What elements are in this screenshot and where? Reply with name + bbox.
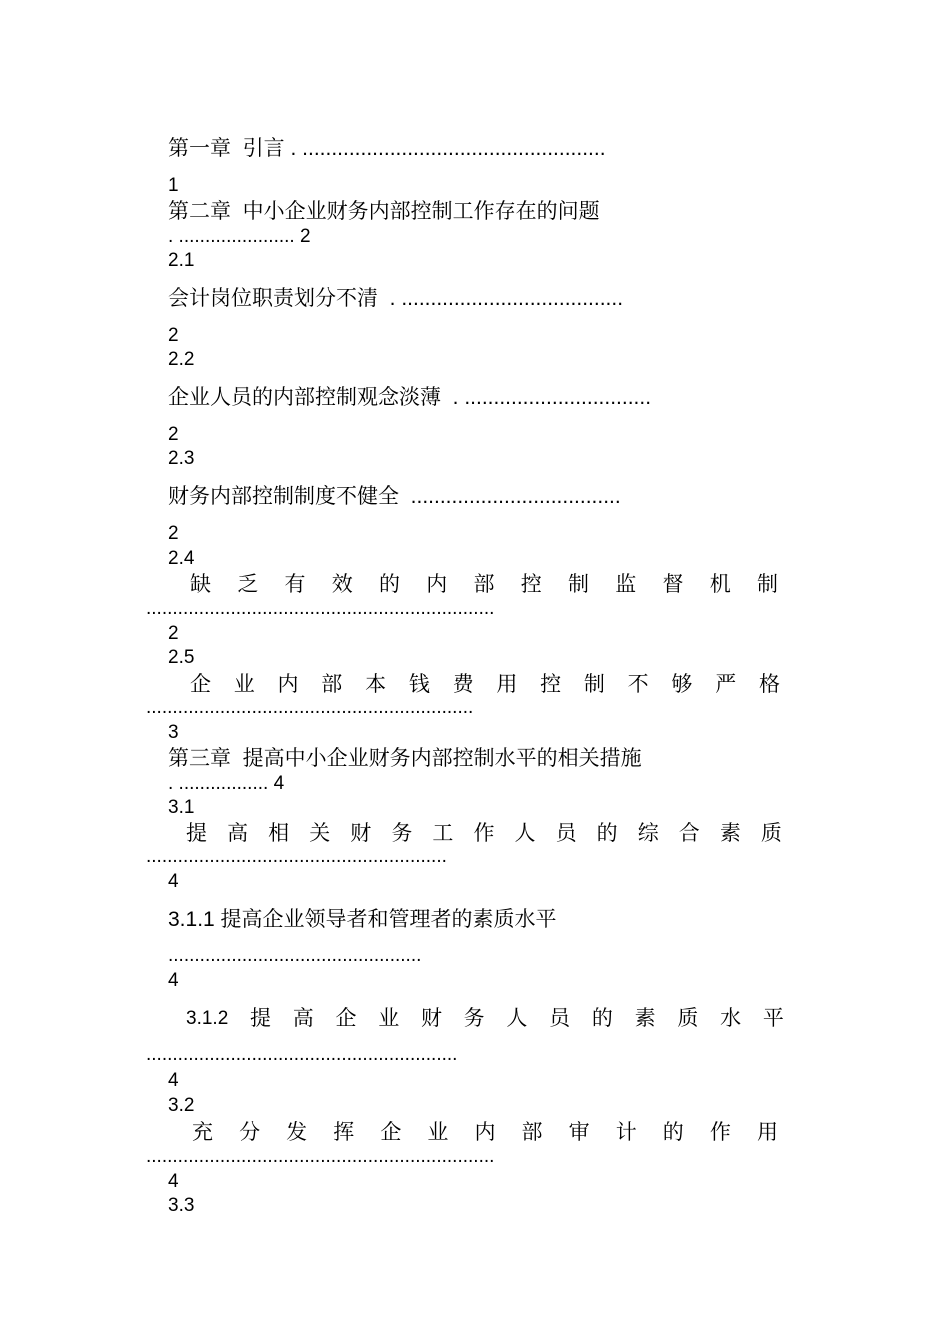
toc-char: 的	[591, 1007, 613, 1030]
toc-section-3-2[interactable]	[192, 1121, 778, 1145]
toc-char: 提	[250, 1007, 271, 1030]
toc-char: 格	[758, 673, 780, 696]
toc-section-page: 4	[168, 1171, 179, 1192]
toc-section-number: 3.2	[168, 1095, 195, 1116]
toc-char: 综	[637, 822, 659, 845]
toc-chapter-3[interactable]: 第三章 提高中小企业财务内部控制水平的相关措施	[168, 747, 642, 770]
toc-char: 挥	[333, 1121, 355, 1144]
toc-char: 业	[378, 1007, 400, 1030]
toc-char: 用	[496, 673, 518, 696]
toc-char: 人	[514, 822, 536, 845]
toc-section-page: 2	[168, 424, 179, 445]
toc-char: 控	[540, 673, 562, 696]
toc-section-3-1[interactable]	[186, 822, 782, 846]
toc-char: 督	[662, 573, 684, 596]
toc-chapter-3-tail: . ................. 4	[168, 773, 285, 794]
toc-char: 计	[615, 1121, 637, 1144]
toc-char: 平	[762, 1007, 784, 1030]
toc-char: 不	[627, 673, 649, 696]
toc-section-page: 3	[168, 722, 179, 743]
toc-char: 严	[715, 673, 737, 696]
toc-char: 人	[506, 1007, 528, 1030]
toc-section-number: 2.5	[168, 647, 195, 668]
toc-char: 控	[520, 573, 542, 596]
toc-char: 内	[277, 673, 299, 696]
toc-section-page: 2	[168, 523, 179, 544]
toc-section-3-1-1[interactable]: 3.1.1 提高企业领导者和管理者的素质水平	[168, 908, 557, 931]
toc-leader-dots: ...........................................................	[146, 1044, 458, 1065]
toc-char: 员	[549, 1007, 571, 1030]
toc-char: 钱	[408, 673, 430, 696]
toc-char: 素	[634, 1007, 656, 1030]
toc-char: 审	[568, 1121, 590, 1144]
toc-section-page: 2	[168, 325, 179, 346]
toc-char: 高	[227, 822, 249, 845]
toc-char: 质	[677, 1007, 699, 1030]
toc-char: 机	[709, 573, 731, 596]
toc-char: 作	[473, 822, 495, 845]
toc-char: 相	[268, 822, 290, 845]
toc-char: 制	[757, 573, 778, 596]
toc-char: 的	[379, 573, 400, 596]
toc-leader-dots: ................................................	[168, 945, 422, 966]
toc-char: 部	[521, 1121, 543, 1144]
toc-char: 作	[709, 1121, 731, 1144]
toc-char: 素	[719, 822, 741, 845]
toc-char: 合	[678, 822, 700, 845]
toc-char: 质	[760, 822, 782, 845]
toc-char: 3.1.2	[186, 1008, 229, 1029]
toc-char: 企	[335, 1007, 357, 1030]
toc-leader-dots: ..................................................................	[146, 1146, 495, 1167]
toc-char: 财	[350, 822, 372, 845]
toc-char: 本	[365, 673, 387, 696]
toc-char: 分	[239, 1121, 261, 1144]
toc-chapter-1[interactable]: 第一章 引言 . ....................................................	[168, 137, 606, 160]
toc-section-3-1-2[interactable]	[186, 1007, 784, 1031]
toc-section-2-2[interactable]: 企业人员的内部控制观念淡薄 . ................................	[168, 386, 652, 409]
toc-char: 企	[380, 1121, 402, 1144]
toc-char: 内	[426, 573, 448, 596]
toc-char: 效	[331, 573, 353, 596]
toc-char: 监	[615, 573, 637, 596]
toc-chapter-1-page: 1	[168, 175, 179, 196]
toc-section-number: 3.1	[168, 797, 195, 818]
toc-section-2-3[interactable]: 财务内部控制制度不健全 ....................................	[168, 485, 621, 508]
toc-char: 缺	[190, 573, 211, 596]
toc-char: 务	[463, 1007, 485, 1030]
toc-char: 部	[321, 673, 343, 696]
toc-char: 有	[284, 573, 306, 596]
toc-char: 乏	[237, 573, 259, 596]
toc-char: 务	[391, 822, 413, 845]
toc-char: 提	[186, 822, 207, 845]
toc-char: 制	[568, 573, 589, 596]
toc-section-number: 2.1	[168, 250, 195, 271]
toc-section-2-1[interactable]: 会计岗位职责划分不清 . ......................................	[168, 287, 624, 310]
toc-section-number: 3.3	[168, 1195, 195, 1216]
toc-char: 够	[671, 673, 693, 696]
toc-char: 业	[427, 1121, 449, 1144]
toc-section-page: 4	[168, 970, 179, 991]
toc-char: 企	[190, 673, 211, 696]
toc-leader-dots: ..............................................................	[146, 697, 474, 718]
toc-char: 水	[720, 1007, 742, 1030]
toc-leader-dots: ..................................................................	[146, 598, 495, 619]
toc-section-2-5[interactable]	[190, 673, 780, 697]
toc-chapter-2-tail: . ...................... 2	[168, 226, 311, 247]
toc-section-page: 2	[168, 623, 179, 644]
toc-section-number: 2.3	[168, 448, 195, 469]
toc-section-number: 2.2	[168, 349, 195, 370]
toc-char: 费	[452, 673, 474, 696]
toc-section-page: 4	[168, 871, 179, 892]
toc-char: 用	[756, 1121, 778, 1144]
toc-char: 内	[474, 1121, 496, 1144]
toc-leader-dots: .........................................................	[146, 846, 447, 867]
toc-char: 的	[662, 1121, 684, 1144]
toc-char: 部	[473, 573, 495, 596]
toc-section-number: 2.4	[168, 548, 195, 569]
toc-char: 业	[233, 673, 255, 696]
toc-section-2-4[interactable]	[190, 573, 778, 597]
toc-chapter-2[interactable]: 第二章 中小企业财务内部控制工作存在的问题	[168, 200, 600, 223]
toc-char: 高	[292, 1007, 314, 1030]
toc-char: 充	[192, 1121, 213, 1144]
toc-char: 关	[309, 822, 331, 845]
toc-char: 员	[555, 822, 577, 845]
toc-char: 的	[596, 822, 618, 845]
toc-char: 财	[420, 1007, 442, 1030]
toc-char: 工	[432, 822, 454, 845]
toc-char: 发	[286, 1121, 308, 1144]
toc-char: 制	[583, 673, 605, 696]
toc-section-page: 4	[168, 1070, 179, 1091]
